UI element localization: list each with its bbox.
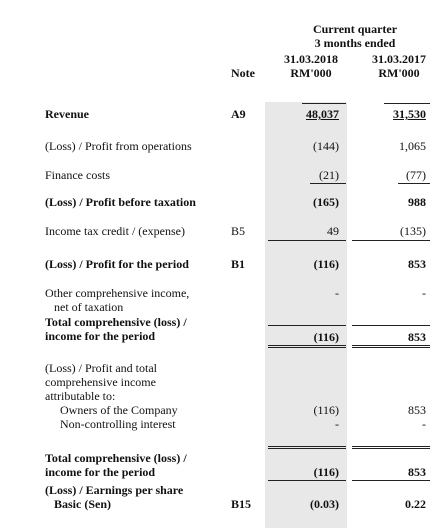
nci-current: - xyxy=(335,417,339,431)
period-current: (116) xyxy=(313,257,339,271)
period-label: (Loss) / Profit for the period xyxy=(45,257,189,271)
revenue-cur-topline xyxy=(302,103,346,104)
revenue-prev-topline xyxy=(384,103,430,104)
tci-cur-topline xyxy=(268,325,346,326)
revenue-current: 48,037 xyxy=(306,107,339,121)
col2-date: 31.03.2017 xyxy=(372,52,426,66)
oci-current: - xyxy=(335,286,339,300)
col1-date: 31.03.2018 xyxy=(284,52,338,66)
eps-note: B15 xyxy=(231,497,252,511)
oci-label-line2: net of taxation xyxy=(54,300,124,314)
pbt-previous: 988 xyxy=(408,195,426,209)
tci2-previous: 853 xyxy=(408,465,426,479)
tci2-cur-double-topline xyxy=(268,446,346,449)
tci-label-line1: Total comprehensive (loss) / xyxy=(45,315,187,329)
eps-previous: 0.22 xyxy=(405,497,426,511)
owners-label: Owners of the Company xyxy=(60,403,178,417)
tax-previous: (135) xyxy=(400,224,426,238)
revenue-note: A9 xyxy=(231,107,246,121)
owners-previous: 853 xyxy=(408,403,426,417)
tax-label: Income tax credit / (expense) xyxy=(45,224,185,238)
finance-prev-underline xyxy=(398,183,430,184)
finance-costs-label: Finance costs xyxy=(45,168,110,182)
revenue-previous: 31,530 xyxy=(393,107,426,121)
period-previous: 853 xyxy=(408,257,426,271)
pbt-current: (165) xyxy=(313,195,339,209)
tci2-current: (116) xyxy=(313,465,339,479)
column-group-title: Current quarter xyxy=(312,22,398,36)
tci-prev-topline xyxy=(352,325,430,326)
eps-current: (0.03) xyxy=(310,497,339,511)
revenue-label: Revenue xyxy=(45,107,89,121)
tax-cur-underline xyxy=(268,240,346,241)
attrib-label-line1: (Loss) / Profit and total xyxy=(45,361,157,375)
period-note: B1 xyxy=(231,257,246,271)
tci2-prev-underline xyxy=(352,480,430,481)
tci2-label-line1: Total comprehensive (loss) / xyxy=(45,451,187,465)
profit-ops-label: (Loss) / Profit from operations xyxy=(45,139,192,153)
owners-current: (116) xyxy=(313,403,339,417)
col1-unit: RM'000 xyxy=(290,66,332,80)
tci-current: (116) xyxy=(313,330,339,344)
note-column-header: Note xyxy=(231,66,255,80)
tax-note: B5 xyxy=(231,224,246,238)
finance-costs-previous: (77) xyxy=(406,168,426,182)
attrib-label-line2: comprehensive income xyxy=(45,375,156,389)
eps-label-line2: Basic (Sen) xyxy=(54,497,111,511)
tci2-prev-double-topline xyxy=(352,446,430,449)
attrib-label-line3: attributable to: xyxy=(45,389,116,403)
profit-ops-current: (144) xyxy=(313,139,339,153)
finance-cur-underline xyxy=(310,183,346,184)
finance-costs-current: (21) xyxy=(319,168,339,182)
tci2-label-line2: income for the period xyxy=(45,465,156,479)
tax-prev-underline xyxy=(352,240,430,241)
profit-ops-previous: 1,065 xyxy=(399,139,426,153)
nci-label: Non-controlling interest xyxy=(60,417,176,431)
nci-previous: - xyxy=(422,417,426,431)
tci-prev-double-underline xyxy=(352,345,430,348)
oci-previous: - xyxy=(422,286,426,300)
oci-label-line1: Other comprehensive income, xyxy=(45,286,190,300)
pbt-label: (Loss) / Profit before taxation xyxy=(45,195,196,209)
col2-unit: RM'000 xyxy=(378,66,420,80)
tci-label-line2: income for the period xyxy=(45,329,156,343)
tci2-cur-underline xyxy=(268,480,346,481)
eps-label-line1: (Loss) / Earnings per share xyxy=(45,483,184,497)
tax-current: 49 xyxy=(327,224,339,238)
tci-cur-double-underline xyxy=(268,345,346,348)
column-group-subtitle: 3 months ended xyxy=(314,36,396,50)
tci-previous: 853 xyxy=(408,330,426,344)
